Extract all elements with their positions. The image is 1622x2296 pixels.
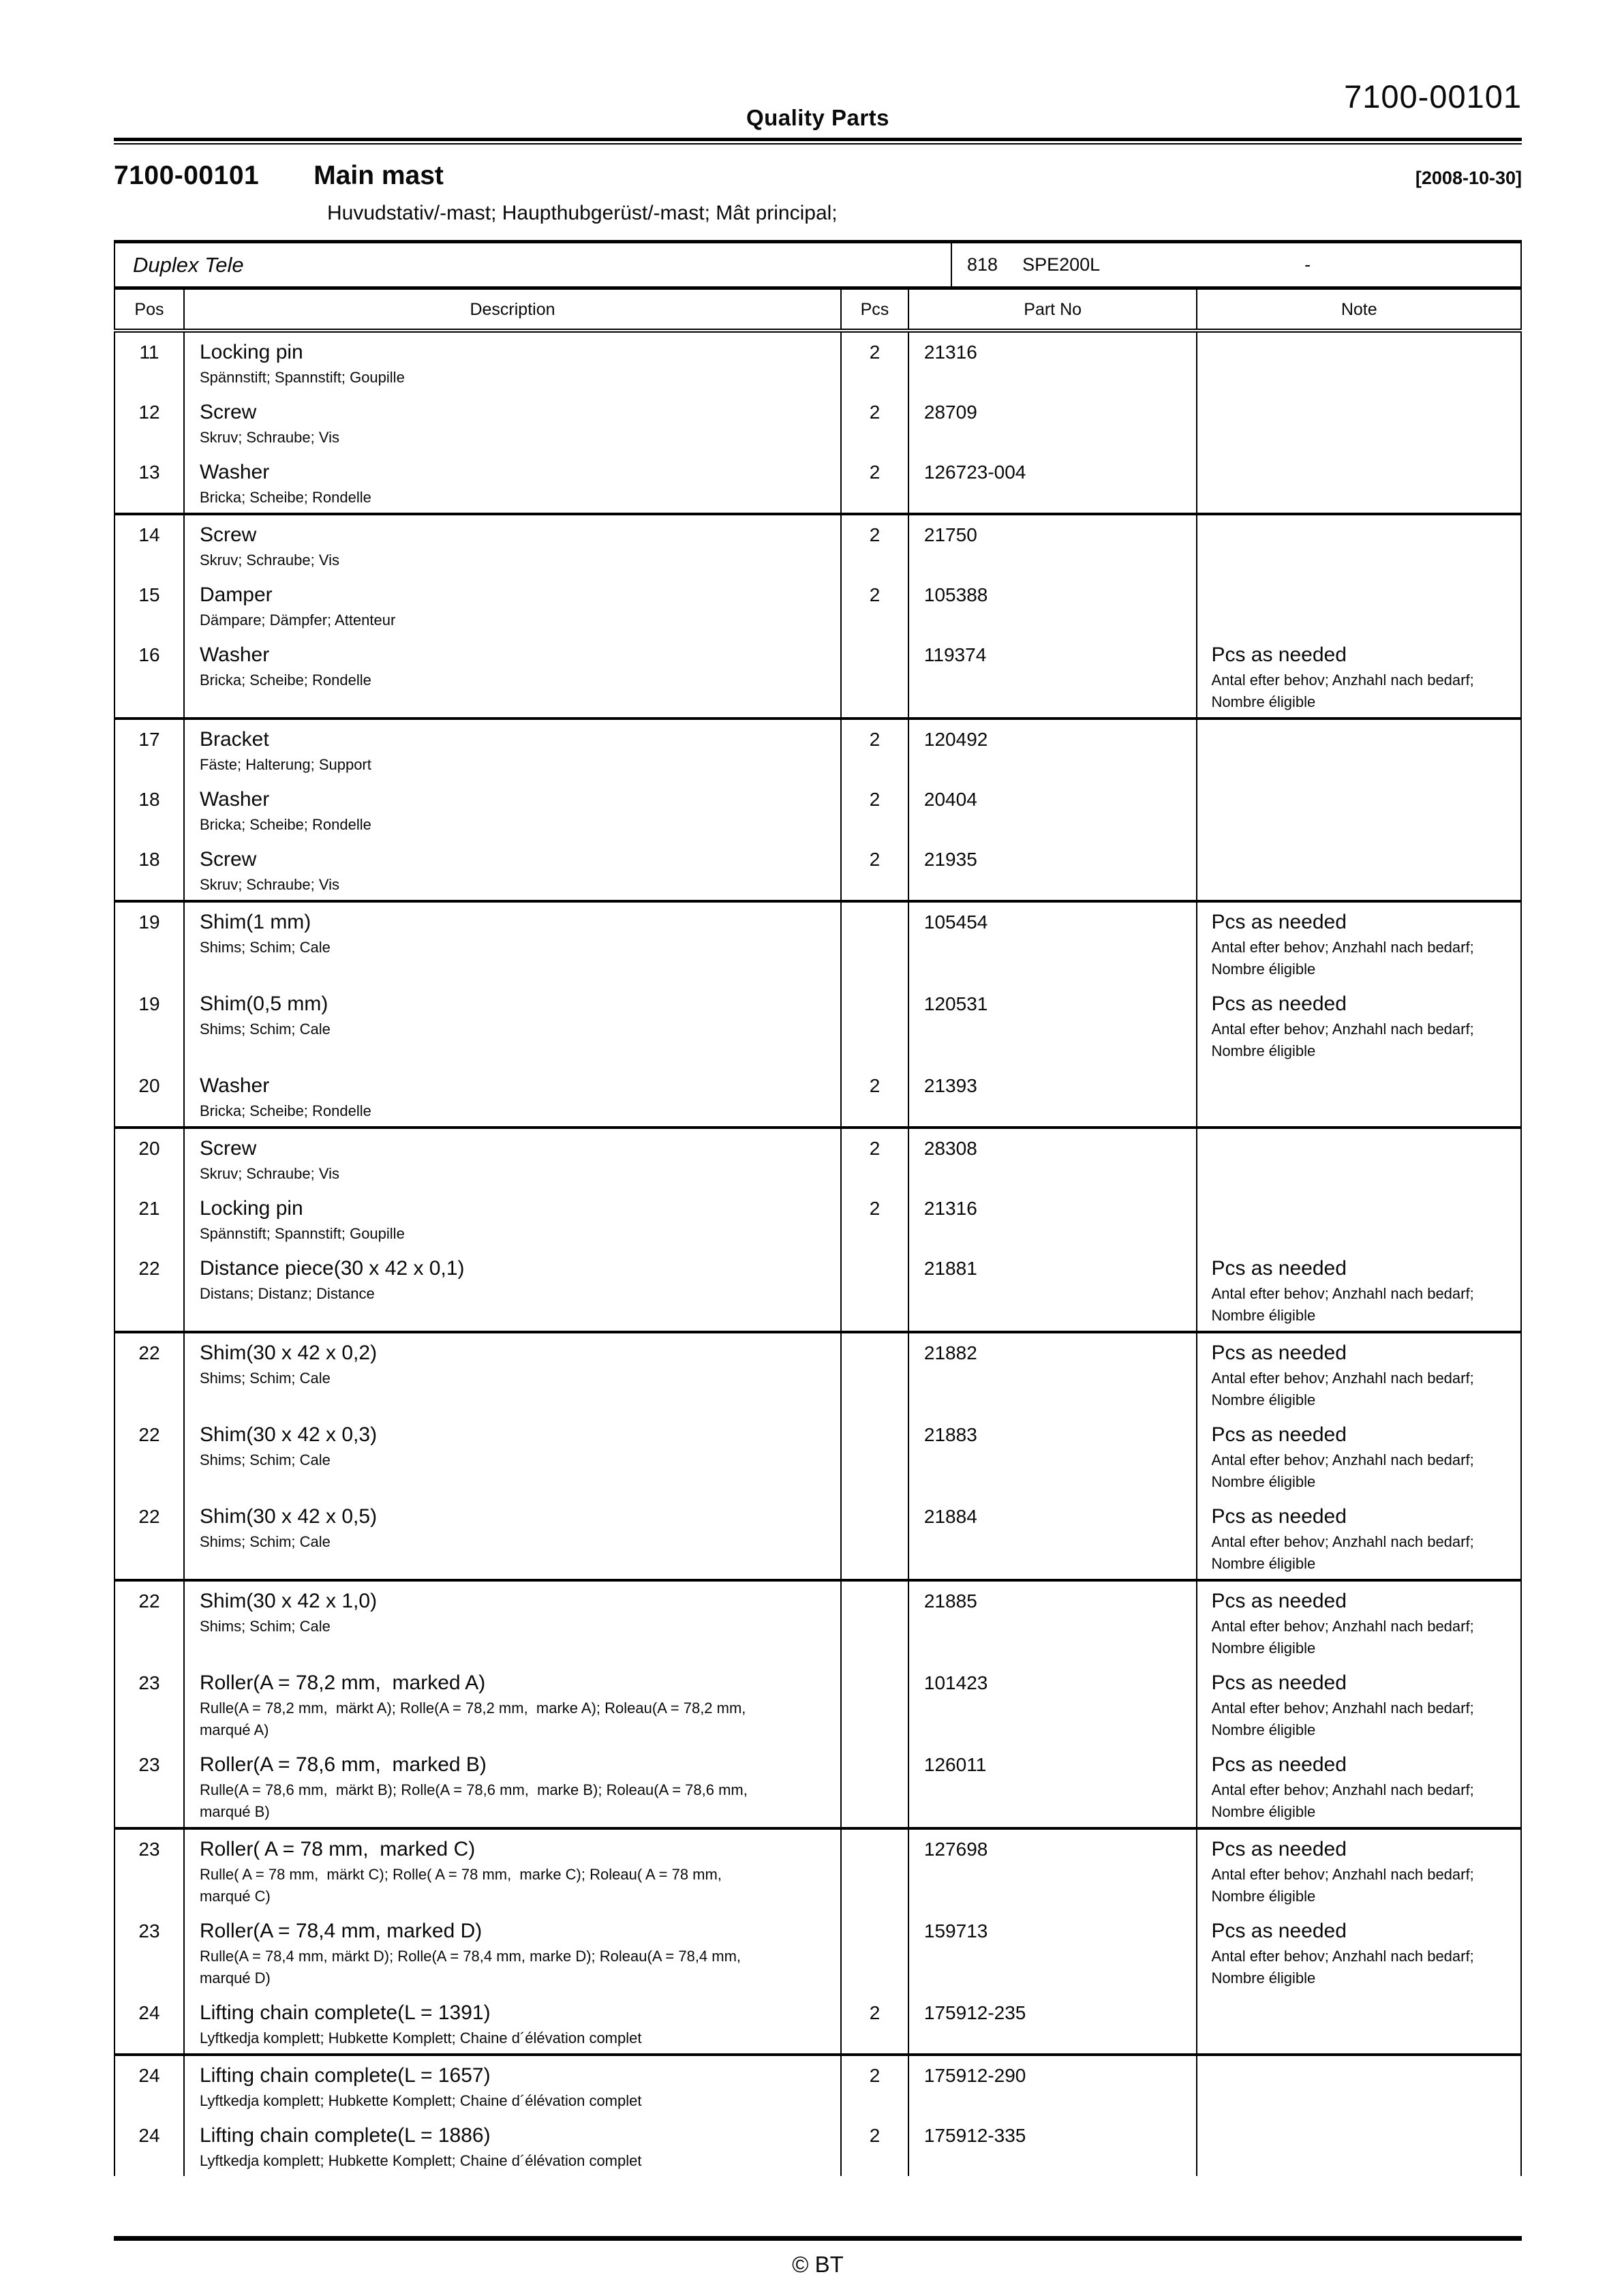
parts-group (114, 514, 1521, 719)
description: Washer (199, 461, 270, 483)
page-content (114, 0, 1522, 2278)
copyright: © BT (792, 2252, 844, 2277)
table-row (114, 1332, 1521, 1415)
description-translations: Lyftkedja komplett; Hubkette Komplett; Chaine d´élévation complet (199, 2092, 642, 2109)
note-translations: Antal efter behov; Anzhahl nach bedarf; Nombre éligible (1211, 1700, 1478, 1738)
pos-value: 20 (138, 1075, 160, 1096)
pos-value: 22 (138, 1590, 160, 1612)
description: Lifting chain complete(L = 1657) (199, 2064, 491, 2087)
model-name: Duplex Tele (115, 243, 952, 286)
note-text: Pcs as needed (1211, 1753, 1347, 1776)
note-translations: Antal efter behov; Anzhahl nach bedarf; Nombre éligible (1211, 1948, 1478, 1987)
pos-value: 13 (138, 462, 160, 483)
description-translations: Lyftkedja komplett; Hubkette Komplett; Chaine d´élévation complet (199, 2029, 642, 2046)
pos-value: 21 (138, 1198, 160, 1219)
pcs-value: 2 (869, 1075, 881, 1096)
part-no-value: 28709 (923, 402, 977, 423)
description: Locking pin (199, 1197, 303, 1220)
table-row (114, 453, 1521, 514)
table-row (114, 2055, 1521, 2116)
description-translations: Bricka; Scheibe; Rondelle (199, 1102, 371, 1119)
pos-value: 11 (139, 342, 159, 363)
description-translations: Fäste; Halterung; Support (199, 756, 371, 773)
table-header-row (114, 290, 1521, 331)
column-header-pcs: Pcs (841, 290, 908, 331)
revision-date: [2008-10-30] (1415, 168, 1522, 188)
pcs-value: 2 (869, 2125, 881, 2146)
note-translations: Antal efter behov; Anzhahl nach bedarf; Nombre éligible (1211, 1618, 1478, 1657)
description-translations: Spännstift; Spannstift; Goupille (199, 369, 405, 386)
part-no-value: 21393 (923, 1075, 977, 1096)
description-translations: Shims; Schim; Cale (199, 939, 331, 956)
note-text: Pcs as needed (1211, 911, 1347, 933)
description: Lifting chain complete(L = 1886) (199, 2124, 491, 2147)
pcs-value: 2 (869, 1198, 881, 1219)
pos-value: 16 (138, 644, 160, 665)
page-footer (114, 2236, 1522, 2278)
description: Roller(A = 78,4 mm, marked D) (199, 1920, 483, 1942)
table-row (114, 2116, 1521, 2176)
table-row (114, 719, 1521, 780)
part-no-value: 20404 (923, 789, 977, 810)
pos-value: 19 (138, 911, 160, 933)
description-translations: Skruv; Schraube; Vis (199, 1165, 339, 1182)
description-translations: Distans; Distanz; Distance (199, 1285, 375, 1302)
table-row (114, 1663, 1521, 1745)
description: Roller( A = 78 mm, marked C) (199, 1838, 476, 1860)
header-divider (114, 138, 1522, 145)
description: Locking pin (199, 341, 303, 363)
parts-table-section (114, 240, 1522, 2176)
description: Roller(A = 78,6 mm, marked B) (199, 1753, 487, 1776)
description: Screw (199, 524, 257, 546)
table-row (114, 840, 1521, 901)
column-header-part-no: Part No (908, 290, 1197, 331)
description: Shim(30 x 42 x 0,2) (199, 1342, 378, 1364)
pcs-value: 2 (869, 2002, 881, 2023)
pos-value: 14 (138, 524, 160, 545)
table-row (114, 331, 1521, 393)
description: Bracket (199, 728, 269, 751)
part-no-value: 120531 (923, 993, 988, 1014)
parts-group (114, 1828, 1521, 2055)
description: Lifting chain complete(L = 1391) (199, 2002, 491, 2024)
note-translations: Antal efter behov; Anzhahl nach bedarf; Nombre éligible (1211, 939, 1478, 978)
description: Damper (199, 584, 273, 606)
part-no-value: 21935 (923, 849, 977, 870)
note-translations: Antal efter behov; Anzhahl nach bedarf; Nombre éligible (1211, 1866, 1478, 1905)
note-text: Pcs as needed (1211, 1423, 1347, 1446)
description: Roller(A = 78,2 mm, marked A) (199, 1672, 486, 1694)
table-row (114, 1128, 1521, 1189)
model-subheader (114, 240, 1522, 290)
pos-value: 23 (138, 1672, 160, 1693)
description-translations: Lyftkedja komplett; Hubkette Komplett; Chaine d´élévation complet (199, 2152, 642, 2169)
table-row (114, 514, 1521, 575)
pos-value: 22 (138, 1506, 160, 1527)
table-row (114, 1745, 1521, 1828)
parts-table (114, 290, 1522, 2176)
part-no-value: 21881 (923, 1258, 977, 1279)
description-translations: Bricka; Scheibe; Rondelle (199, 489, 371, 506)
note-text: Pcs as needed (1211, 1505, 1347, 1528)
description: Washer (199, 644, 270, 666)
document-code: 7100-00101 (1344, 78, 1522, 115)
description-translations: Bricka; Scheibe; Rondelle (199, 816, 371, 833)
description-translations: Rulle(A = 78,6 mm, märkt B); Rolle(A = 78,6 mm, marke B); Roleau(A = 78,6 mm, marqué B) (199, 1781, 756, 1820)
note-translations: Antal efter behov; Anzhahl nach bedarf; Nombre éligible (1211, 1781, 1478, 1820)
note-translations: Antal efter behov; Anzhahl nach bedarf; Nombre éligible (1211, 1451, 1478, 1490)
model-spec (952, 254, 1520, 275)
pos-value: 22 (138, 1258, 160, 1279)
table-row (114, 1912, 1521, 1993)
pcs-value: 2 (869, 789, 881, 810)
note-text: Pcs as needed (1211, 993, 1347, 1015)
pcs-value: 2 (869, 402, 881, 423)
title-translations: Huvudstativ/-mast; Haupthubgerüst/-mast; Mât principal; (327, 202, 838, 224)
table-row (114, 1415, 1521, 1497)
table-row (114, 1189, 1521, 1249)
parts-group (114, 901, 1521, 1128)
description: Screw (199, 848, 257, 871)
part-no-value: 21885 (923, 1590, 977, 1612)
note-translations: Antal efter behov; Anzhahl nach bedarf; Nombre éligible (1211, 671, 1478, 710)
parts-group (114, 1128, 1521, 1332)
part-no-value: 21750 (923, 524, 977, 545)
part-no-value: 21316 (923, 1198, 977, 1219)
table-row (114, 780, 1521, 840)
pos-value: 15 (138, 584, 160, 605)
part-no-value: 21883 (923, 1424, 977, 1445)
note-text: Pcs as needed (1211, 1257, 1347, 1280)
column-header-description: Description (184, 290, 841, 331)
part-no-value: 119374 (923, 644, 987, 665)
description-translations: Shims; Schim; Cale (199, 1618, 331, 1635)
description: Washer (199, 788, 270, 811)
title-row (114, 161, 1522, 191)
pcs-value: 2 (869, 584, 881, 605)
part-no-value: 21884 (923, 1506, 977, 1527)
pcs-value: 2 (869, 729, 881, 750)
table-row (114, 1580, 1521, 1663)
note-translations: Antal efter behov; Anzhahl nach bedarf; Nombre éligible (1211, 1021, 1478, 1059)
page-title: Main mast (313, 161, 444, 190)
part-no-value: 126723-004 (923, 462, 1026, 483)
footer-divider (114, 2236, 1522, 2241)
page-header (114, 0, 1522, 138)
table-row (114, 575, 1521, 635)
pcs-value: 2 (869, 462, 881, 483)
description-translations: Skruv; Schraube; Vis (199, 429, 339, 446)
pos-value: 18 (138, 789, 160, 810)
note-text: Pcs as needed (1211, 1838, 1347, 1860)
note-text: Pcs as needed (1211, 1342, 1347, 1364)
description-translations: Rulle( A = 78 mm, märkt C); Rolle( A = 78 mm, marke C); Roleau( A = 78 mm, marqué C) (199, 1866, 726, 1905)
description: Shim(1 mm) (199, 911, 311, 933)
column-header-pos: Pos (114, 290, 184, 331)
pos-value: 23 (138, 1839, 160, 1860)
part-no-value: 21316 (923, 342, 977, 363)
table-row (114, 1497, 1521, 1580)
pcs-value: 2 (869, 1138, 881, 1159)
description-translations: Skruv; Schraube; Vis (199, 552, 339, 569)
description: Shim(30 x 42 x 0,5) (199, 1505, 378, 1528)
description-translations: Shims; Schim; Cale (199, 1451, 331, 1468)
parts-group (114, 2055, 1521, 2176)
pcs-value: 2 (869, 849, 881, 870)
table-row (114, 635, 1521, 719)
note-text: Pcs as needed (1211, 1672, 1347, 1694)
part-no-value: 105388 (923, 584, 988, 605)
description: Shim(0,5 mm) (199, 993, 328, 1015)
description-translations: Shims; Schim; Cale (199, 1533, 331, 1550)
description: Screw (199, 401, 257, 423)
model-dash: - (1304, 254, 1311, 275)
part-no-value: 101423 (923, 1672, 988, 1693)
table-row (114, 984, 1521, 1066)
part-no-value: 21882 (923, 1342, 977, 1363)
pos-value: 24 (138, 2125, 160, 2146)
description-translations: Spännstift; Spannstift; Goupille (199, 1225, 405, 1242)
pos-value: 19 (138, 993, 160, 1014)
pos-value: 23 (138, 1754, 160, 1775)
pos-value: 22 (138, 1424, 160, 1445)
table-row (114, 1828, 1521, 1912)
part-no-value: 175912-235 (923, 2002, 1026, 2023)
part-no-value: 159713 (923, 1920, 988, 1942)
description-translations: Dämpare; Dämpfer; Attenteur (199, 611, 396, 629)
table-row (114, 1066, 1521, 1128)
description: Shim(30 x 42 x 0,3) (199, 1423, 378, 1446)
parts-group (114, 719, 1521, 901)
model-variant: SPE200L (1022, 254, 1101, 275)
description: Shim(30 x 42 x 1,0) (199, 1590, 378, 1612)
pos-value: 12 (138, 402, 160, 423)
note-translations: Antal efter behov; Anzhahl nach bedarf; Nombre éligible (1211, 1285, 1478, 1324)
part-no-value: 175912-335 (923, 2125, 1026, 2146)
note-text: Pcs as needed (1211, 1590, 1347, 1612)
description-translations: Skruv; Schraube; Vis (199, 876, 339, 893)
note-translations: Antal efter behov; Anzhahl nach bedarf; Nombre éligible (1211, 1533, 1478, 1572)
title-code: 7100-00101 (114, 161, 260, 190)
pcs-value: 2 (869, 524, 881, 545)
part-no-value: 105454 (923, 911, 988, 933)
parts-group (114, 1580, 1521, 1828)
pos-value: 22 (138, 1342, 160, 1363)
note-translations: Antal efter behov; Anzhahl nach bedarf; Nombre éligible (1211, 1370, 1478, 1408)
pos-value: 24 (138, 2065, 160, 2086)
table-row (114, 1993, 1521, 2055)
description-translations: Rulle(A = 78,2 mm, märkt A); Rolle(A = 78,2 mm, marke A); Roleau(A = 78,2 mm, marqué A) (199, 1700, 754, 1738)
pos-value: 18 (138, 849, 160, 870)
note-text: Pcs as needed (1211, 1920, 1347, 1942)
pcs-value: 2 (869, 2065, 881, 2086)
note-text: Pcs as needed (1211, 644, 1347, 666)
part-no-value: 120492 (923, 729, 988, 750)
pos-value: 17 (138, 729, 160, 750)
column-header-note: Note (1197, 290, 1521, 331)
description-translations: Bricka; Scheibe; Rondelle (199, 671, 371, 689)
table-row (114, 393, 1521, 453)
description: Washer (199, 1074, 270, 1097)
table-row (114, 901, 1521, 984)
pcs-value: 2 (869, 342, 881, 363)
parts-group (114, 1332, 1521, 1580)
brand-title: Quality Parts (746, 105, 890, 130)
pos-value: 23 (138, 1920, 160, 1942)
description: Screw (199, 1137, 257, 1160)
table-row (114, 1249, 1521, 1332)
description-translations: Shims; Schim; Cale (199, 1370, 331, 1387)
description-translations: Rulle(A = 78,4 mm, märkt D); Rolle(A = 78,4 mm, marke D); Roleau(A = 78,4 mm, marqué D) (199, 1948, 746, 1987)
pos-value: 20 (138, 1138, 160, 1159)
part-no-value: 28308 (923, 1138, 977, 1159)
part-no-value: 126011 (923, 1754, 987, 1775)
pos-value: 24 (138, 2002, 160, 2023)
description: Distance piece(30 x 42 x 0,1) (199, 1257, 465, 1280)
description-translations: Shims; Schim; Cale (199, 1021, 331, 1038)
parts-group (114, 331, 1521, 514)
part-no-value: 175912-290 (923, 2065, 1026, 2086)
table-header (114, 290, 1521, 331)
model-code: 818 (967, 254, 998, 275)
part-no-value: 127698 (923, 1839, 988, 1860)
